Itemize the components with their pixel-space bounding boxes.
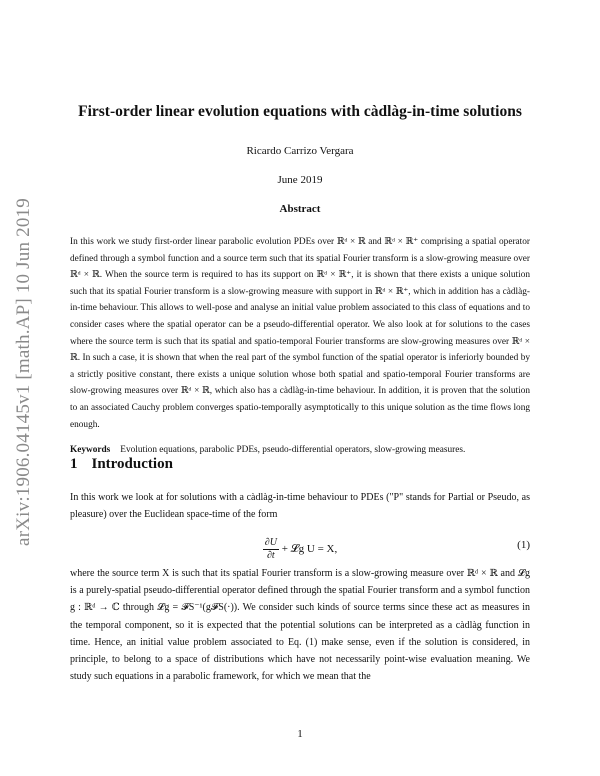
publication-date: June 2019 [277, 174, 323, 186]
equation-denominator: ∂t [266, 550, 275, 561]
keywords [70, 445, 530, 455]
equation-expression [70, 537, 530, 562]
equation-rest: + 𝓛g U = X, [278, 543, 338, 556]
section-number: 1 [70, 456, 78, 472]
paper-title: First-order linear evolution equations with càdlàg-in-time solutions [78, 103, 522, 120]
keywords-label: Keywords [70, 445, 111, 455]
equation-numerator: ∂U [264, 537, 277, 548]
page-number: 1 [297, 728, 303, 740]
arxiv-identifier [4, 172, 44, 572]
keywords-list: Evolution equations, parabolic PDEs, pseudo-differential operators, slow-growing measures. [120, 445, 466, 455]
section-heading [70, 456, 173, 473]
equation-1 [70, 533, 530, 561]
arxiv-identifier-text: arXiv:1906.04145v1 [math.AP] 10 Jun 2019 [13, 198, 34, 546]
intro-paragraph-continued: where the source term X is such that its spatial Fourier transform is a slow-growing measure over ℝᵈ × ℝ and 𝓛g is a purely-spatial pseudo-differential operator defined through the spatial Fourier transform and a symbol function g : ℝᵈ → ℂ through 𝓛g = 𝓕S⁻¹(g𝓕S(·)). We consider such kinds of source terms since these act as measures in the temporal component, so it is expected that the potential solutions can be interpreted as a càdlàg function in time. Hence, an initial value problem associated to Eq. (1) make sense, even if the solution is considered, in principle, to belong to a space of distributions which have not necessarily point-wise evaluation meaning. We study such equations in a parabolic framework, for which we mean that the [70, 568, 530, 683]
section-title: Introduction [91, 456, 173, 472]
equation-fraction [263, 537, 279, 562]
author-name: Ricardo Carrizo Vergara [246, 145, 354, 157]
equation-number: (1) [517, 539, 530, 551]
abstract-heading: Abstract [279, 203, 321, 215]
intro-paragraph: In this work we look at for solutions with a càdlàg-in-time behaviour to PDEs ("P" stands for Partial or Pseudo, as pleasure) over the Euclidean space-time of the form [70, 492, 530, 520]
abstract-body: In this work we study first-order linear parabolic evolution PDEs over ℝᵈ × ℝ and ℝᵈ × ℝ⁺ comprising a spatial operator defined through a symbol function and a source term such that its spatial Fourier transform is a slow-growing measure over ℝᵈ × ℝ. When the source term is required to has its support on ℝᵈ × ℝ⁺, it is shown that there exists a unique solution such that its spatial Fourier transform is a slow-growing measure with support in ℝᵈ × ℝ⁺, which in addition has a càdlàg-in-time behaviour. This allows to well-pose and analyse an initial value problem associated to this class of equations and to consider cases where the spatial operator can be a pseudo-differential operator. We also look at for solutions to the cases where the source term is such that its spatial and spatio-temporal Fourier transforms are slow-growing measures over ℝᵈ × ℝ. In such a case, it is shown that when the real part of the symbol function of the spatial operator is inferiorly bounded by a strictly positive constant, there exists a unique solution whose both spatial and spatio-temporal Fourier transforms are slow-growing measures over ℝᵈ × ℝ, which also has a càdlàg-in-time behaviour. In addition, it is proven that the solution to an associated Cauchy problem converges spatio-temporally asymptotically to this unique solution as the time flows long enough. [70, 237, 530, 430]
